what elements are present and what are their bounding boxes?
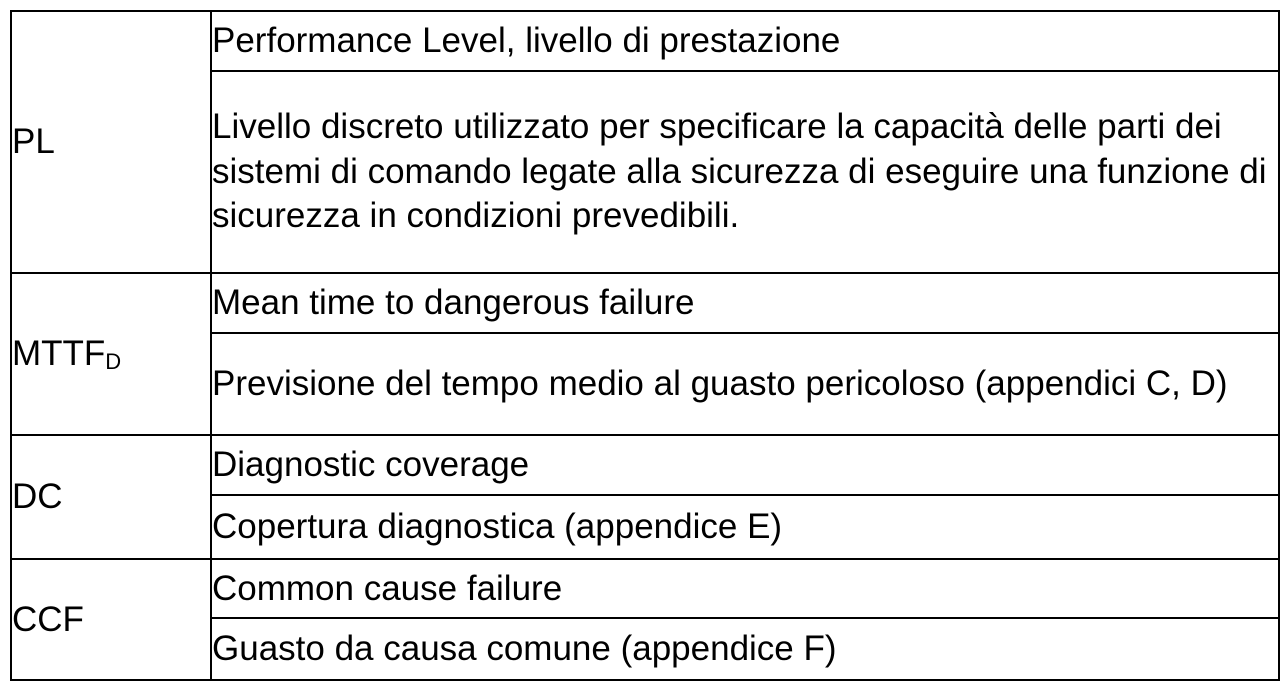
table-row	[11, 435, 1279, 495]
italian-definition-cell	[211, 618, 1279, 680]
english-definition-cell	[211, 273, 1279, 333]
table-row	[11, 559, 1279, 618]
italian-definition: Copertura diagnostica (appendice E)	[212, 507, 783, 546]
english-definition-cell	[211, 11, 1279, 71]
italian-definition-cell	[211, 71, 1279, 273]
term-label: CCF	[12, 599, 84, 639]
italian-definition: Previsione del tempo medio al guasto pericoloso (appendici C, D)	[212, 364, 1228, 403]
table-row	[11, 11, 1279, 71]
english-definition: Common cause failure	[212, 568, 563, 608]
term-label: PL	[12, 122, 55, 161]
term-label: MTTF	[12, 333, 106, 373]
english-definition-cell	[211, 435, 1279, 495]
italian-definition: Livello discreto utilizzato per specificare la capacità delle parti dei sistemi di comando legate alla sicurezza di eseguire una funzione di sicurezza in condizioni prevedibili.	[212, 107, 1267, 236]
term-cell	[11, 559, 211, 680]
term-cell	[11, 11, 211, 273]
italian-definition-cell	[211, 333, 1279, 435]
italian-definition-cell	[211, 495, 1279, 559]
term-subscript: D	[105, 348, 122, 374]
term-cell	[11, 273, 211, 435]
glossary-table	[10, 10, 1280, 681]
english-definition: Diagnostic coverage	[212, 445, 530, 484]
english-definition-cell	[211, 559, 1279, 618]
english-definition: Performance Level, livello di prestazione	[212, 21, 841, 60]
table-row	[11, 273, 1279, 333]
term-cell	[11, 435, 211, 559]
term-label: DC	[12, 477, 63, 516]
english-definition: Mean time to dangerous failure	[212, 283, 695, 322]
italian-definition: Guasto da causa comune (appendice F)	[212, 629, 837, 668]
